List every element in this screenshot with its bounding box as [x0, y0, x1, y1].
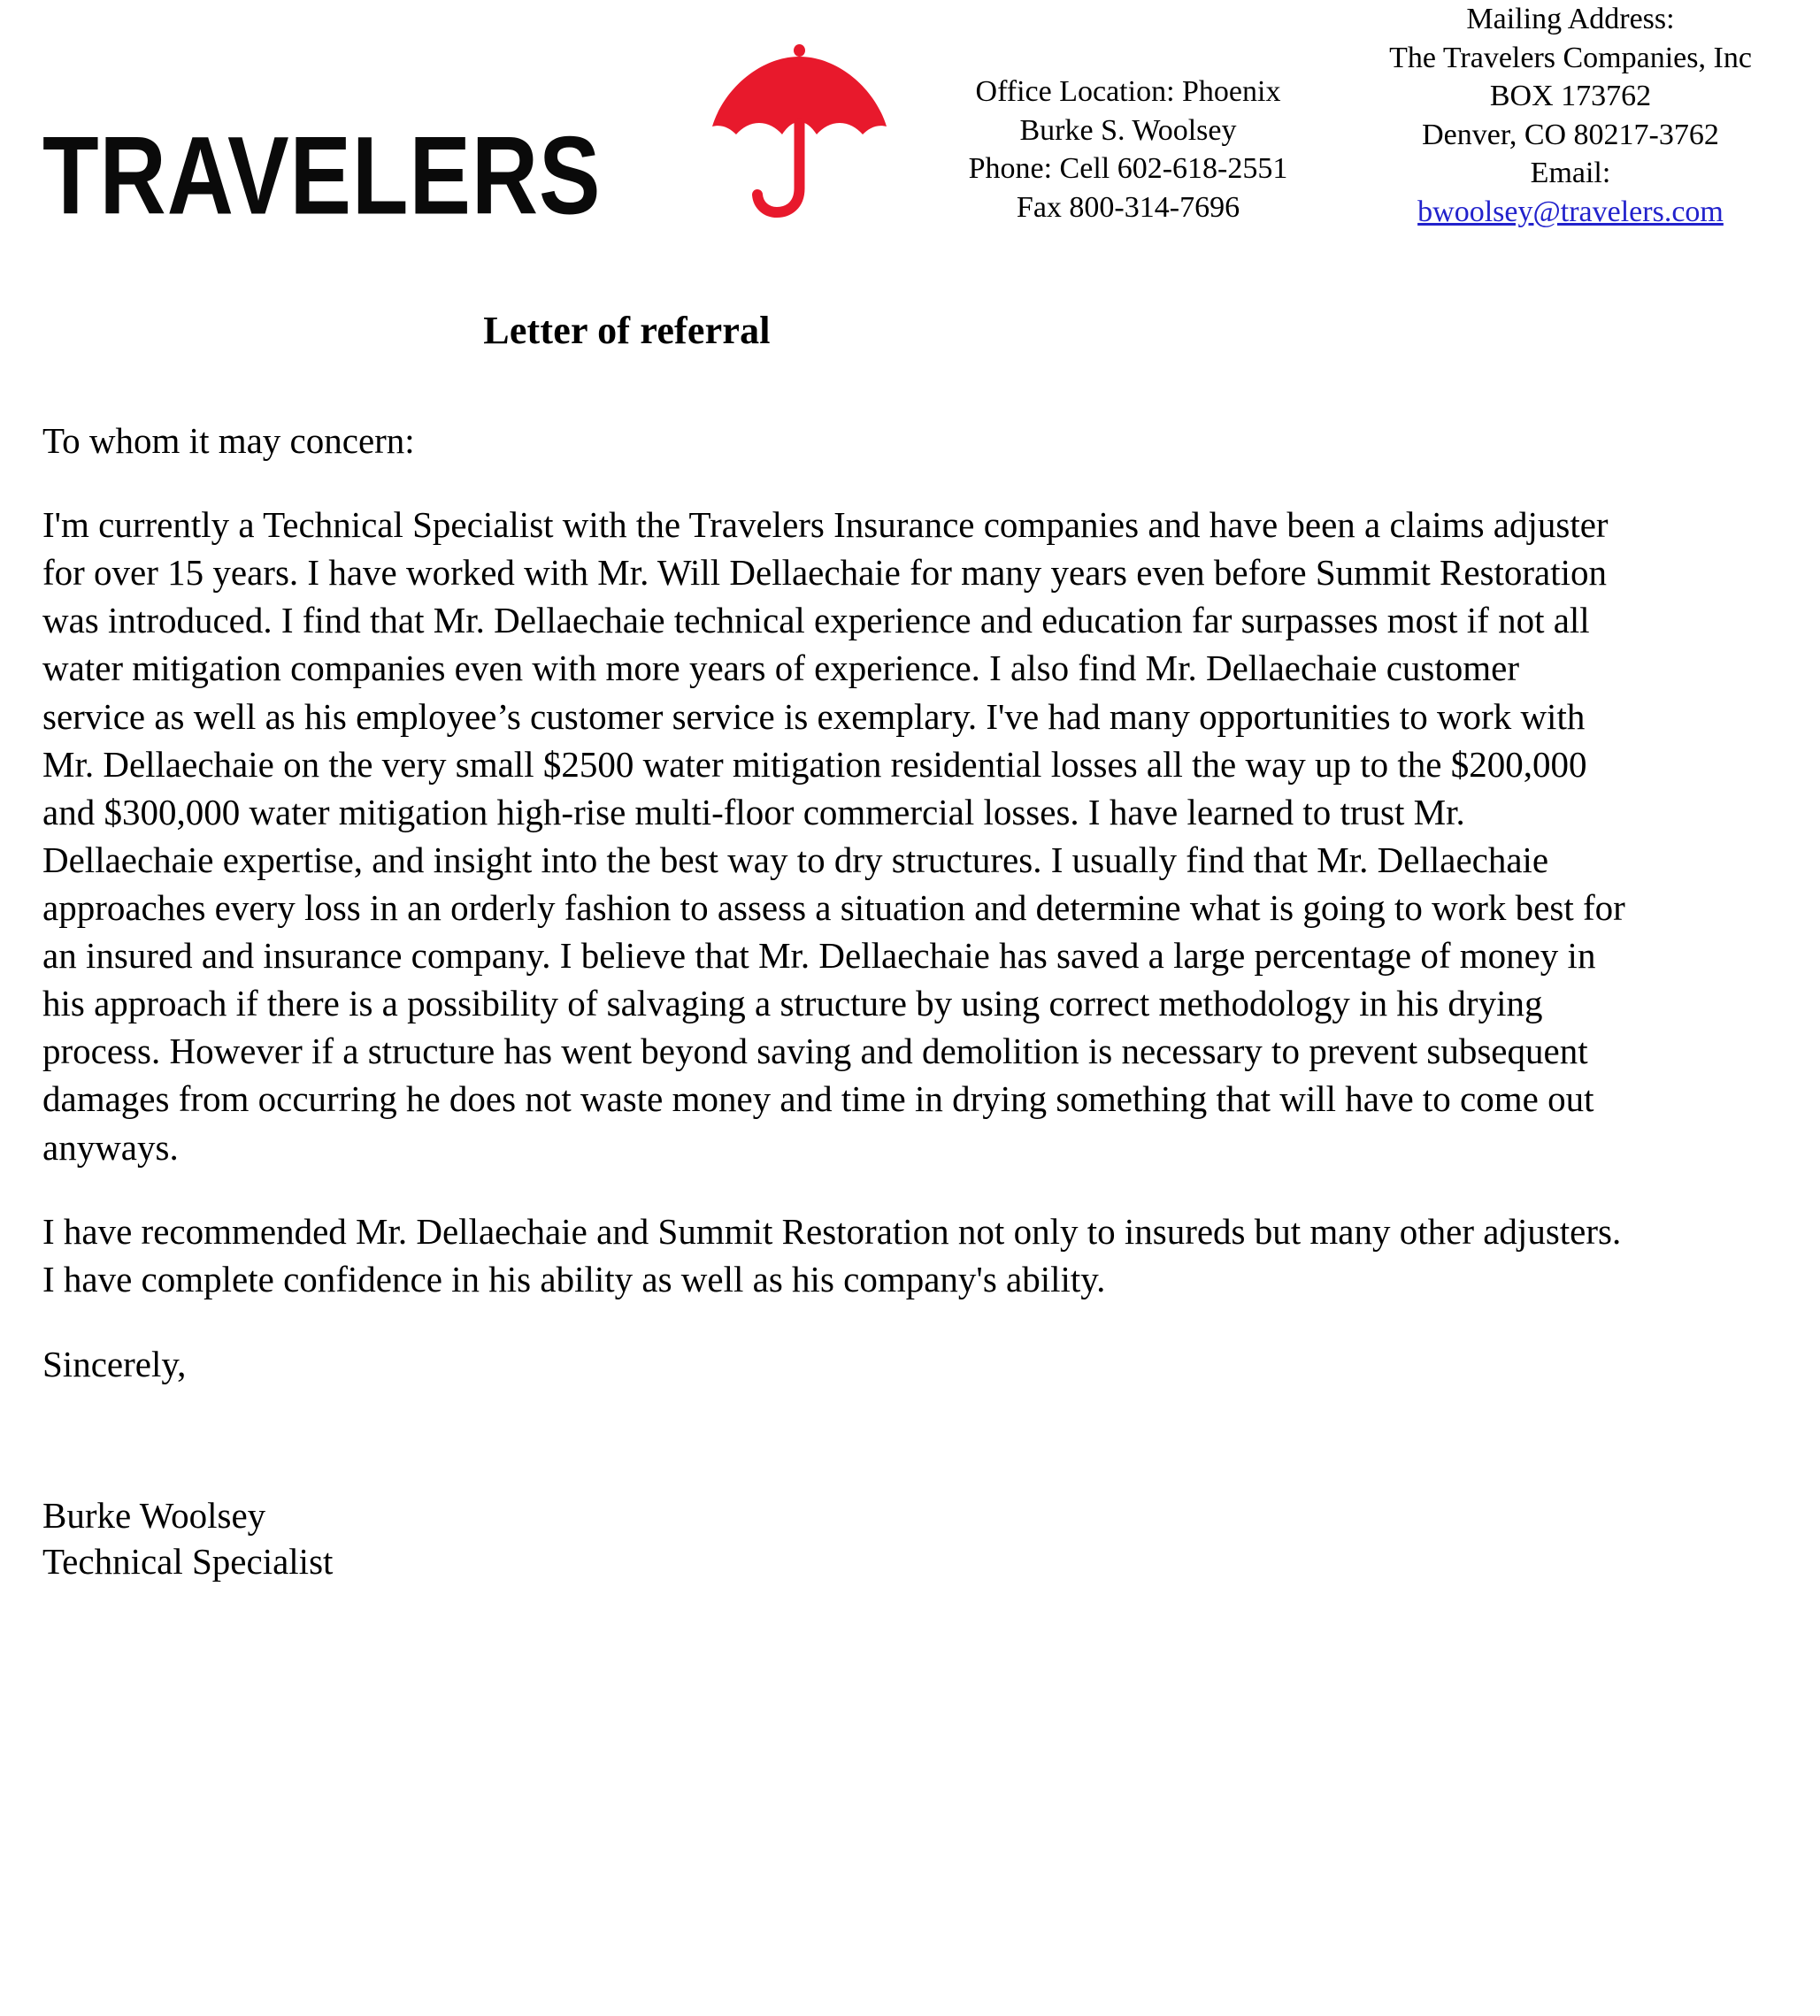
signer-name: Burke Woolsey [42, 1494, 266, 1536]
contact-name: Burke S. Woolsey [1019, 113, 1237, 147]
mailing-company: The Travelers Companies, Inc [1389, 41, 1752, 74]
email-link[interactable]: bwoolsey@travelers.com [1417, 195, 1724, 228]
mailing-city-state-zip: Denver, CO 80217-3762 [1422, 118, 1719, 151]
mailing-box: BOX 173762 [1489, 80, 1652, 113]
body-paragraph-2: I have recommended Mr. Dellaechaie and Summit Restoration not only to insureds but many other adjusters. I have complete confidence in his ability as well as his company's ability. [42, 1210, 1622, 1299]
office-location: Office Location: Phoenix [975, 75, 1281, 108]
signer-title: Technical Specialist [42, 1541, 334, 1583]
salutation: To whom it may concern: [42, 420, 415, 461]
page-title: Letter of referral [483, 309, 771, 352]
contact-phone: Phone: Cell 602-618-2551 [968, 152, 1288, 186]
contact-fax: Fax 800-314-7696 [1016, 190, 1240, 224]
letterhead [0, 0, 1820, 257]
mailing-address-column [1336, 0, 1805, 231]
email-line [1336, 193, 1805, 232]
email-label: Email: [1530, 157, 1611, 190]
office-contact-column [920, 0, 1336, 226]
travelers-wordmark: TRAVELERS [42, 113, 602, 238]
letter-body [0, 308, 1820, 1585]
travelers-logo [42, 78, 883, 237]
umbrella-icon [704, 42, 895, 219]
mailing-address-label: Mailing Address: [1466, 3, 1675, 35]
contact-info [920, 0, 1805, 231]
signature-block [42, 1492, 1820, 1585]
body-paragraph-1: I'm currently a Technical Specialist with the Travelers Insurance companies and have been a claims adjuster for over 15 years. I have worked with Mr. Will Dellaechaie for many years even before Summit Restoration was introduced. I find that Mr. Dellaechaie technical experience and education far surpasses most if not all water mitigation companies even with more years of experience. I also find Mr. Dellaechaie customer service as well as his employee’s customer service is exemplary. I've had many opportunities to work with Mr. Dellaechaie on the very small $2500 water mitigation residential losses all the way up to the $200,000 and $300,000 water mitigation high-rise multi-floor commercial losses. I have learned to trust Mr. Dellaechaie expertise, and insight into the best way to dry structures. I usually find that Mr. Dellaechaie approaches every loss in an orderly fashion to assess a situation and determine what is going to work best for an insured and insurance company. I believe that Mr. Dellaechaie has saved a large percentage of money in his approach if there is a possibility of salvaging a structure by using correct methodology in his drying process. However if a structure has went beyond saving and demolition is necessary to prevent subsequent damages from occurring he does not waste money and time in drying something that will have to come out anyways. [42, 504, 1625, 1168]
closing-salutation: Sincerely, [42, 1343, 187, 1384]
